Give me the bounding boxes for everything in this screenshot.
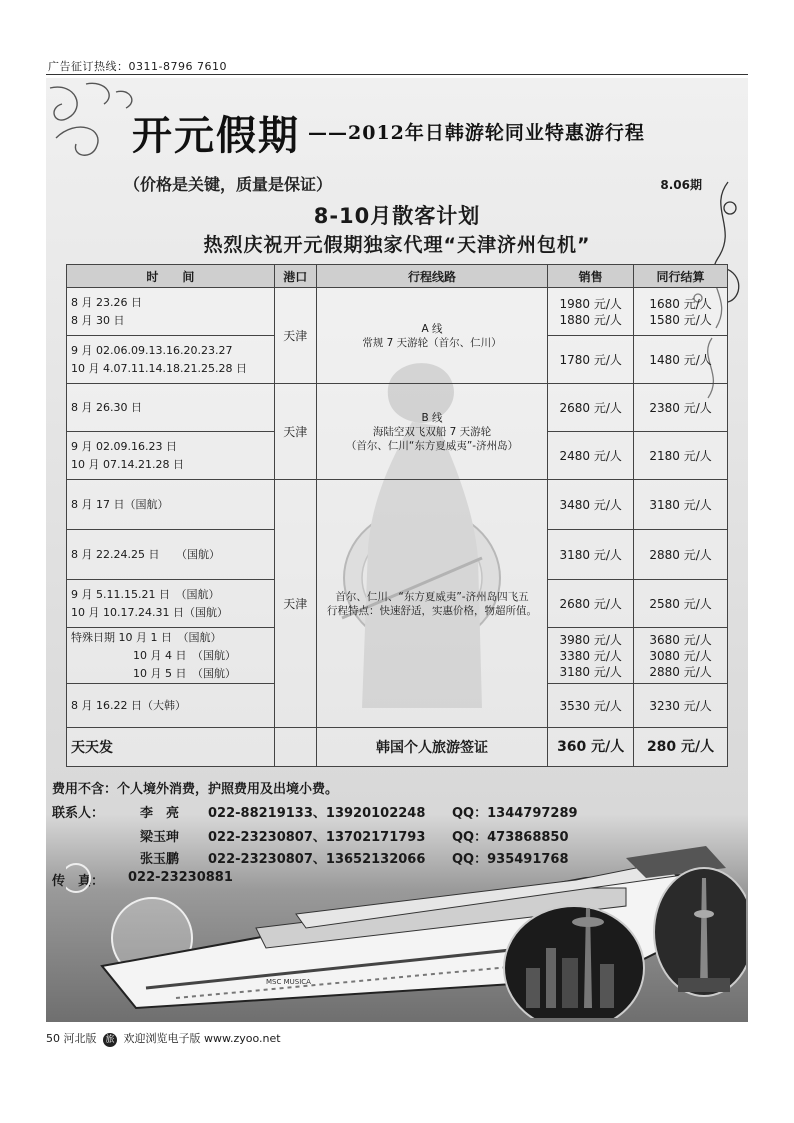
route-cell: 首尔、仁川、“东方夏威夷”-济州岛四飞五 行程特点：快速舒适，实惠价格，物超所值。 [316, 480, 547, 728]
brand-subtitle: ——2012年日韩游轮同业特惠游行程 [308, 122, 645, 144]
time-cell: 9 月 02.06.09.13.16.20.23.27 10 月 4.07.11.14.18.21.25.28 日 [67, 336, 275, 384]
retail-price: 2480 元/人 [548, 432, 634, 480]
time-cell: 9 月 02.09.16.23 日 10 月 07.14.21.28 日 [67, 432, 275, 480]
header-route: 行程线路 [316, 265, 547, 288]
ship-name: MSC MUSICA [266, 978, 311, 986]
route-cell: B 线 海陆空双飞双船 7 天游轮 （首尔、仁川“东方夏威夷”-济州岛） [316, 384, 547, 480]
peer-price: 3680 元/人 3080 元/人 2880 元/人 [634, 628, 728, 684]
plan-title: 8-10月散客计划 [313, 204, 481, 228]
page-number: 50 河北版 [46, 1032, 97, 1045]
contact-name: 李 亮 [140, 806, 180, 821]
header-port: 港口 [274, 265, 316, 288]
port-cell: 天津 [274, 480, 316, 728]
retail-price: 3980 元/人 3380 元/人 3180 元/人 [548, 628, 634, 684]
contact-name: 梁玉珅 [140, 830, 180, 845]
cruise-ship-illustration [66, 818, 746, 1018]
fax-label: 传 真： [52, 874, 105, 889]
tour-schedule-table [66, 264, 728, 767]
bubble-icon [66, 864, 90, 892]
time-cell: 8 月 26.30 日 [67, 384, 275, 432]
route-cell: A 线 常规 7 天游轮（首尔、仁川） [316, 288, 547, 384]
header-retail: 销售 [548, 265, 634, 288]
retail-price: 2680 元/人 [548, 384, 634, 432]
contact-phone: 022-88219133、13920102248 [208, 806, 426, 821]
retail-price: 3480 元/人 [548, 480, 634, 530]
contact-phone: 022-23230807、13702171793 [208, 830, 426, 845]
plan-subtitle: 热烈庆祝开元假期独家代理“天津济州包机” [203, 234, 591, 256]
travel-badge-icon: 旅 [103, 1033, 117, 1047]
table-row [67, 384, 728, 432]
fax-number: 022-23230881 [128, 870, 233, 885]
peer-price: 1680 元/人 1580 元/人 [634, 288, 728, 336]
peer-price: 280 元/人 [634, 728, 728, 767]
contact-phone: 022-23230807、13652132066 [208, 852, 426, 867]
ad-hotline: 广告征订热线：0311-8796 7610 [48, 60, 227, 73]
time-cell: 8 月 23.26 日 8 月 30 日 [67, 288, 275, 336]
retail-price: 360 元/人 [548, 728, 634, 767]
peer-price: 1480 元/人 [634, 336, 728, 384]
peer-price: 2580 元/人 [634, 580, 728, 628]
retail-price: 1780 元/人 [548, 336, 634, 384]
contact-name: 张玉鹏 [140, 852, 180, 867]
time-cell: 9 月 5.11.15.21 日 （国航） 10 月 10.17.24.31 日（国航） [67, 580, 275, 628]
visa-item: 韩国个人旅游签证 [316, 728, 547, 767]
port-cell: 天津 [274, 288, 316, 384]
table-row [67, 728, 728, 767]
peer-price: 3230 元/人 [634, 684, 728, 728]
contact-qq: QQ：1344797289 [452, 806, 578, 821]
empty-cell [274, 728, 316, 767]
peer-price: 2180 元/人 [634, 432, 728, 480]
peer-price: 3180 元/人 [634, 480, 728, 530]
peer-price: 2880 元/人 [634, 530, 728, 580]
port-cell: 天津 [274, 384, 316, 480]
advertisement-panel [46, 78, 748, 1022]
time-cell: 8 月 16.22 日（大韩） [67, 684, 275, 728]
table-header-row [67, 265, 728, 288]
city-night-scene-icon [504, 906, 644, 1018]
contact-qq: QQ：935491768 [452, 852, 569, 867]
time-cell: 8 月 22.24.25 日 （国航） [67, 530, 275, 580]
table-row [67, 288, 728, 336]
contact-label: 联系人： [52, 806, 105, 821]
header-time: 时 间 [67, 265, 275, 288]
table-row [67, 480, 728, 530]
page-footer [46, 1030, 281, 1047]
retail-price: 3530 元/人 [548, 684, 634, 728]
contact-qq: QQ：473868850 [452, 830, 569, 845]
top-rule [46, 74, 748, 75]
issue-number: 8.06期 [660, 178, 702, 192]
daily-departure-label: 天天发 [67, 728, 275, 767]
tower-scene-icon [654, 868, 746, 996]
time-cell: 8 月 17 日（国航） [67, 480, 275, 530]
retail-price: 3180 元/人 [548, 530, 634, 580]
time-cell: 特殊日期 10 月 1 日 （国航） 10 月 4 日 （国航） 10 月 5 日 （国航） [67, 628, 275, 684]
brand-title: 开元假期 [132, 112, 300, 159]
tagline: （价格是关键，质量是保证） [124, 175, 333, 194]
header-peer: 同行结算 [634, 265, 728, 288]
retail-price: 1980 元/人 1880 元/人 [548, 288, 634, 336]
footer-site[interactable]: 欢迎浏览电子版 www.zyoo.net [123, 1032, 281, 1045]
retail-price: 2680 元/人 [548, 580, 634, 628]
fee-exclusion: 费用不含：个人境外消费，护照费用及出境小费。 [52, 782, 339, 797]
peer-price: 2380 元/人 [634, 384, 728, 432]
